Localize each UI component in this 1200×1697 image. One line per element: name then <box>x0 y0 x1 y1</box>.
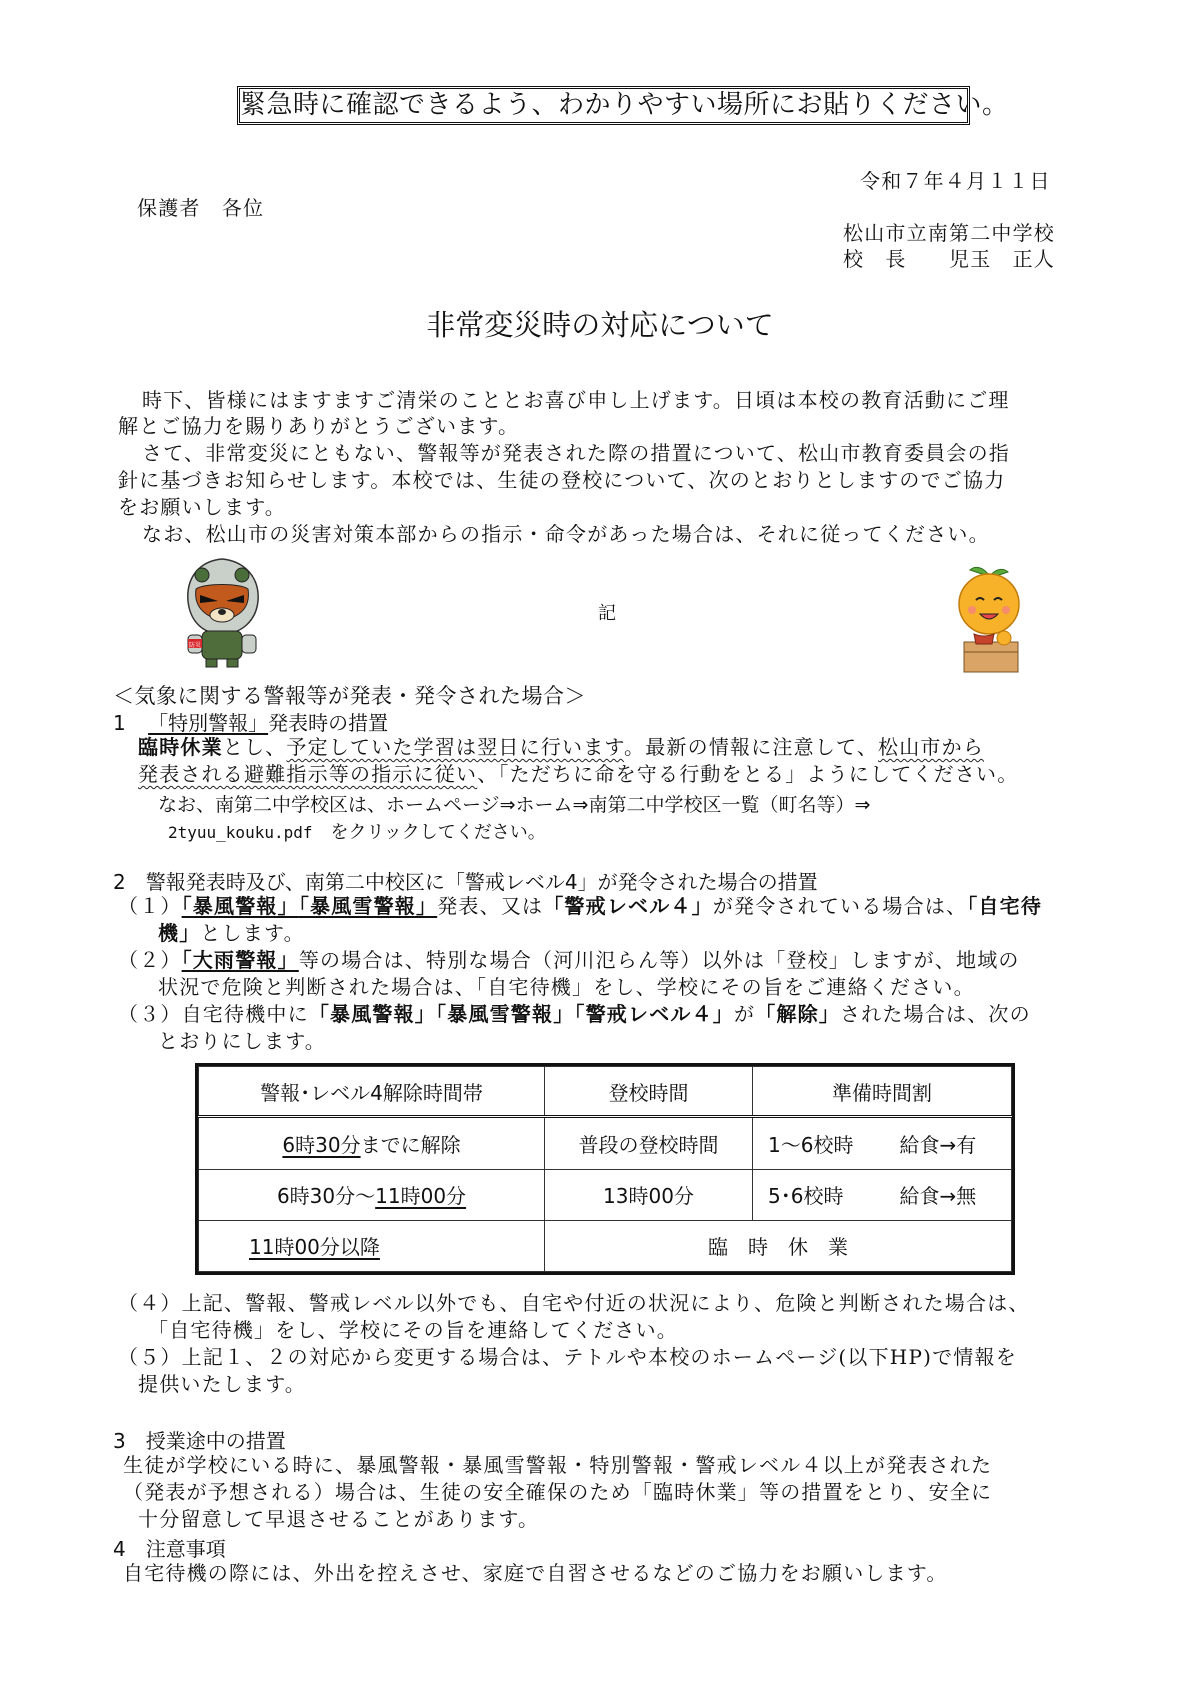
section-2-item-3 <box>118 1001 1031 1028</box>
text: 発表される避難指示等の指示に従い <box>138 762 478 786</box>
section-2-item-4-cont: 「自宅待機」をし、学校にその旨を連絡してください。 <box>148 1318 678 1342</box>
intro-line: をお願いします。 <box>118 495 286 519</box>
alert-level-keyword: 「警戒レベル４」 <box>543 894 713 918</box>
time-value: 11時00分以降 <box>249 1235 380 1260</box>
section-2-item-5-cont: 提供いたします。 <box>138 1372 306 1396</box>
section-1-line <box>138 761 1018 788</box>
table-cell <box>199 1117 545 1170</box>
section-3-line: （発表が予想される）場合は、生徒の安全確保のため「臨時休業」等の措置をとり、安全に <box>123 1480 993 1504</box>
bear-mascot-icon <box>180 555 265 670</box>
snowstorm-warning-keyword: 「暴風雪警報」 <box>298 894 438 918</box>
table-cell: 13時00分 <box>545 1169 753 1220</box>
text: 予定していた学習は翌日に行います <box>286 735 625 759</box>
recipient: 保護者 各位 <box>137 196 265 220</box>
heavy-rain-keyword: 「大雨警報」 <box>181 948 299 972</box>
school-name: 松山市立南第二中学校 <box>843 221 1055 245</box>
section-3-title: 3 授業途中の措置 <box>113 1429 286 1453</box>
text: 松山市から <box>878 735 985 759</box>
table-cell <box>199 1220 545 1271</box>
text: とします。 <box>200 921 305 945</box>
storm-warning-keyword: 「暴風警報」 <box>181 894 299 918</box>
intro-line: 針に基づきお知らせします。本校では、生徒の登校について、次のとおりとしますのでご協力 <box>118 468 1006 492</box>
time-value: 6時30分 <box>282 1132 361 1157</box>
section-1-number: 1 <box>113 711 126 735</box>
table-row <box>199 1169 1012 1220</box>
issue-date: 令和７年４月１１日 <box>860 169 1051 193</box>
weather-heading: ＜気象に関する警報等が発表・発令された場合＞ <box>113 684 586 708</box>
intro-line: 解とご協力を賜りありがとうございます。 <box>118 414 520 438</box>
section-2-item-2 <box>118 947 1020 974</box>
table-cell <box>199 1169 545 1220</box>
mikan-mascot-icon <box>948 560 1030 680</box>
lifted-keyword: 「解除」 <box>755 1002 841 1026</box>
table-cell <box>753 1117 1012 1170</box>
notice-banner: 緊急時に確認できるよう、わかりやすい場所にお貼りください。 <box>237 86 970 125</box>
intro-line: なお、松山市の災害対策本部からの指示・命令があった場合は、それに従ってください。 <box>142 522 990 546</box>
principal-name: 校 長 児玉 正人 <box>843 247 1055 271</box>
text: が <box>734 1002 756 1026</box>
text: 給食→無 <box>899 1184 977 1209</box>
schedule-table <box>195 1063 1015 1275</box>
text: 5･6校時 <box>768 1184 844 1209</box>
armband-text: 防災 <box>188 642 202 649</box>
section-1-line <box>138 734 984 761</box>
table-row <box>199 1117 1012 1170</box>
section-2-item-2-cont: 状況で危険と判断された場合は、「自宅待機」をし、学校にその旨をご連絡ください。 <box>158 975 975 999</box>
section-1-file-line <box>168 818 546 844</box>
closure-keyword: 臨時休業 <box>138 735 223 759</box>
table-row <box>199 1220 1012 1271</box>
section-1-title-text: 発表時の措置 <box>268 711 389 735</box>
section-2-item-4: （４）上記、警報、警戒レベル以外でも、自宅や付近の状況により、危険と判断された場合は、 <box>118 1291 1030 1315</box>
text: された場合は、次の <box>840 1002 1031 1026</box>
text: 発表、又は <box>437 894 544 918</box>
warning-keywords: 「暴風警報」「暴風雪警報」「警戒レベル４」 <box>308 1002 735 1026</box>
table-cell <box>545 1220 1012 1271</box>
section-3-line: 生徒が学校にいる時に、暴風警報・暴風雪警報・特別警報・警戒レベル４以上が発表された <box>123 1453 993 1477</box>
item-number: （２） <box>118 948 182 972</box>
item-number: （１） <box>118 894 182 918</box>
table-cell <box>753 1169 1012 1220</box>
closure-text: 臨 時 休 業 <box>708 1235 848 1260</box>
special-warning-keyword: 「特別警報」 <box>148 711 269 735</box>
table-header: 登校時間 <box>545 1067 753 1117</box>
page-title: 非常変災時の対応について <box>426 308 774 342</box>
intro-line: さて、非常変災にともない、警報等が発表された際の措置について、松山市教育委員会の指 <box>142 441 1010 465</box>
section-4-line: 自宅待機の際には、外出を控えさせ、家庭で自習させるなどのご協力をお願いします。 <box>123 1561 948 1585</box>
section-2-title: 2 警報発表時及び、南第二中校区に「警戒レベル4」が発令された場合の措置 <box>113 870 818 894</box>
home-standby-keyword: 「自宅待 <box>967 894 1043 918</box>
text: をクリックしてください。 <box>330 822 546 843</box>
table-header: 準備時間割 <box>753 1067 1012 1117</box>
section-2-item-1 <box>118 893 1042 920</box>
item-number: （３） <box>118 1002 182 1026</box>
text: 1～6校時 <box>768 1132 854 1157</box>
text: 。最新の情報に注意して、 <box>624 735 879 759</box>
text: 等の場合は、特別な場合（河川氾らん等）以外は「登校」しますが、地域の <box>298 948 1020 972</box>
pdf-file-link[interactable]: 2tyuu_kouku.pdf <box>168 823 313 842</box>
section-4-title: 4 注意事項 <box>113 1537 226 1561</box>
ki-mark: 記 <box>598 603 618 624</box>
text: 6時30分～ <box>276 1184 376 1209</box>
text: とし、 <box>222 735 287 759</box>
text: が発令されている場合は、 <box>712 894 968 918</box>
section-2-item-1-cont <box>158 920 305 947</box>
section-3-line: 十分留意して早退させることがあります。 <box>138 1507 540 1531</box>
time-value: 11時00分 <box>375 1184 467 1209</box>
text: までに解除 <box>360 1132 461 1157</box>
text: 給食→有 <box>899 1132 977 1157</box>
table-header: 警報･レベル4解除時間帯 <box>199 1067 545 1117</box>
table-header-row <box>199 1067 1012 1117</box>
table-cell: 普段の登校時間 <box>545 1117 753 1170</box>
section-2-item-3-cont: とおりにします。 <box>158 1029 326 1053</box>
text: 、「ただちに命を守る行動をとる」ようにしてください。 <box>477 762 1019 786</box>
intro-line: 時下、皆様にはますますご清栄のこととお喜び申し上げます。日頃は本校の教育活動にご理 <box>142 388 1010 412</box>
section-2-item-5: （５）上記１、２の対応から変更する場合は、テトルや本校のホームページ(以下HP)で情報を <box>118 1345 1017 1369</box>
home-standby-keyword: 機」 <box>158 921 201 945</box>
section-1-note: なお、南第二中学校区は、ホームページ⇒ホーム⇒南第二中学校区一覧（町名等）⇒ <box>158 794 871 816</box>
section-1-title <box>113 707 388 736</box>
text: 自宅待機中に <box>181 1002 309 1026</box>
